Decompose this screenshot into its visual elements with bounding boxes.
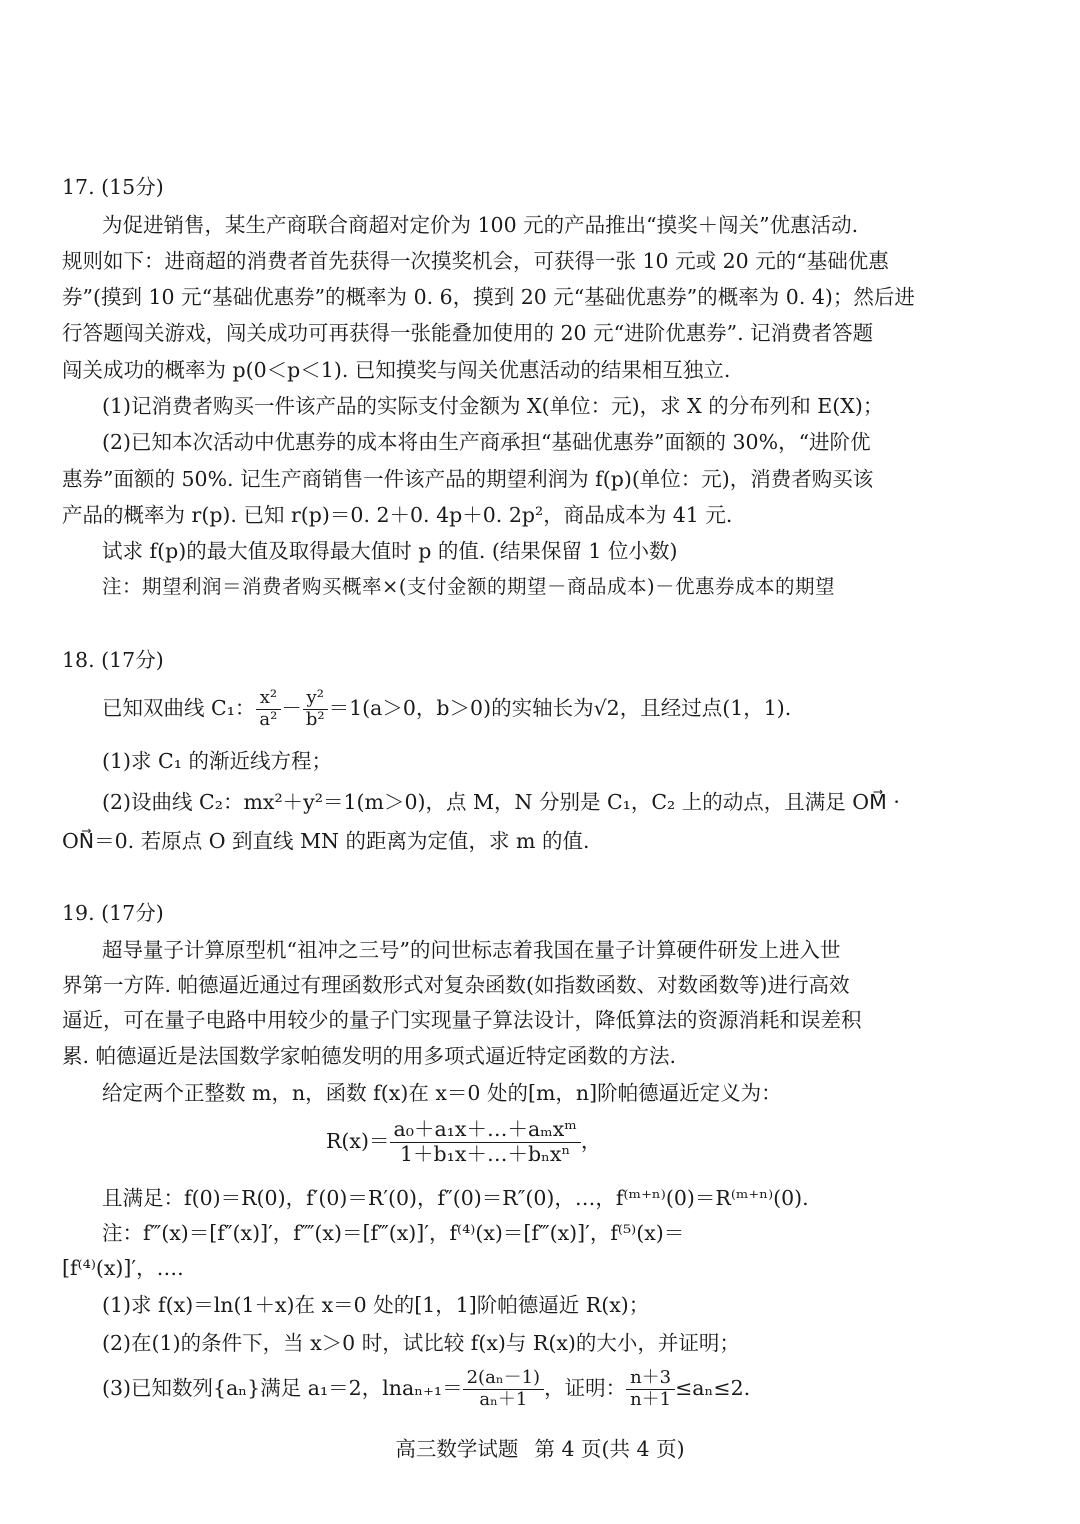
fraction-denominator: a² <box>259 709 278 730</box>
q17-task: 试求 f(p)的最大值及取得最大值时 p 的值. (结果保留 1 位小数) <box>102 539 678 563</box>
fraction-numerator: y² <box>303 689 328 710</box>
q18-statement <box>102 682 791 734</box>
fraction-numerator: x² <box>256 689 281 710</box>
formula-tail: ， <box>580 1129 602 1153</box>
fraction-y2-b2 <box>302 689 329 730</box>
q17-header: 17. (15分) <box>62 175 164 199</box>
q19-part-2: (2)在(1)的条件下，当 x＞0 时，试比较 f(x)与 R(x)的大小，并证明； <box>102 1331 740 1355</box>
pade-formula <box>326 1116 601 1166</box>
q18-paragraph-line: ON⃗＝0. 若原点 O 到直线 MN 的距离为定值，求 m 的值. <box>62 829 590 853</box>
q17-paragraph-line: 产品的概率为 r(p). 已知 r(p)＝0. 2＋0. 4p＋0. 2p²，商品成本为 41 元. <box>62 503 733 527</box>
q19-header: 19. (17分) <box>62 901 164 925</box>
fraction-recurrence <box>463 1369 544 1410</box>
q19-part-3 <box>102 1362 750 1414</box>
footer-page-number: 第 4 页(共 4 页) <box>534 1437 685 1461</box>
pade-fraction <box>390 1119 581 1165</box>
q17-paragraph-line: 券”(摸到 10 元“基础优惠券”的概率为 0. 6，摸到 20 元“基础优惠券”的概率为 0. 4)；然后进 <box>62 285 915 309</box>
q17-paragraph-line: 行答题闯关游戏，闯关成功可再获得一张能叠加使用的 20 元“进阶优惠券”. 记消费者答题 <box>62 321 874 345</box>
footer-subject: 高三数学试题 <box>395 1437 519 1461</box>
q18-header: 18. (17分) <box>62 648 164 672</box>
q19-definition-intro: 给定两个正整数 m，n，函数 f(x)在 x＝0 处的[m，n]阶帕德逼近定义为： <box>102 1081 782 1105</box>
q18-part-1: (1)求 C₁ 的渐近线方程； <box>102 749 332 773</box>
q18-part-2: (2)设曲线 C₂：mx²＋y²＝1(m＞0)，点 M，N 分别是 C₁，C₂ 上的动点，且满足 OM⃗ · <box>102 790 900 814</box>
fraction-numerator: a₀＋a₁x＋…＋aₘxᵐ <box>390 1119 581 1143</box>
q19-part-1: (1)求 f(x)＝ln(1＋x)在 x＝0 处的[1，1]阶帕德逼近 R(x)； <box>102 1293 650 1317</box>
q19-part-3-text: (3)已知数列{aₙ}满足 a₁＝2，lnaₙ₊₁＝ <box>102 1376 463 1400</box>
q18-statement-text: 已知双曲线 C₁： <box>102 696 256 720</box>
fraction-numerator: n＋3 <box>626 1369 675 1390</box>
formula-lhs: R(x)＝ <box>326 1129 390 1153</box>
q17-part-1: (1)记消费者购买一件该产品的实际支付金额为 X(单位：元)，求 X 的分布列和 E(X)； <box>102 394 884 418</box>
q17-paragraph-line: 规则如下：进商超的消费者首先获得一次摸奖机会，可获得一张 10 元或 20 元的“基础优惠 <box>62 249 889 273</box>
q17-paragraph-line: 闯关成功的概率为 p(0＜p＜1). 已知摸奖与闯关优惠活动的结果相互独立. <box>62 358 731 382</box>
q19-note: 注：f‴(x)＝[f″(x)]′，f⁗(x)＝[f‴(x)]′，f⁽⁴⁾(x)＝[f‴(x)]′，f⁽⁵⁾(x)＝ <box>102 1221 685 1245</box>
q17-part-2: (2)已知本次活动中优惠券的成本将由生产商承担“基础优惠券”面额的 30%，“进阶优 <box>102 430 871 454</box>
fraction-x2-a2 <box>255 689 281 730</box>
q17-paragraph-line: 为促进销售，某生产商联合商超对定价为 100 元的产品推出“摸奖＋闯关”优惠活动. <box>102 213 859 237</box>
fraction-denominator: n＋1 <box>630 1389 672 1410</box>
minus-sign: － <box>281 696 302 720</box>
q18-statement-text: ＝1(a＞0，b＞0)的实轴长为√2，且经过点(1，1). <box>328 696 792 720</box>
page-footer <box>0 1434 1080 1464</box>
fraction-lower-bound <box>626 1369 675 1410</box>
q19-conditions: 且满足：f(0)＝R(0)，f′(0)＝R′(0)，f″(0)＝R″(0)，…，f⁽ᵐ⁺ⁿ⁾(0)＝R⁽ᵐ⁺ⁿ⁾(0). <box>102 1186 809 1210</box>
fraction-denominator: aₙ＋1 <box>479 1389 528 1410</box>
q19-part-3-text: ，证明： <box>544 1376 627 1400</box>
q19-paragraph-line: 超导量子计算原型机“祖冲之三号”的问世标志着我国在量子计算硬件研发上进入世 <box>102 938 841 962</box>
q19-part-3-text: ≤aₙ≤2. <box>675 1376 751 1400</box>
q19-paragraph-line: 界第一方阵. 帕德逼近通过有理函数形式对复杂函数(如指数函数、对数函数等)进行高效 <box>62 973 850 997</box>
q19-paragraph-line: 逼近，可在量子电路中用较少的量子门实现量子算法设计，降低算法的资源消耗和误差积 <box>62 1008 862 1032</box>
q19-note-continued: [f⁽⁴⁾(x)]′，…. <box>62 1256 184 1280</box>
q17-note: 注：期望利润＝消费者购买概率×(支付金额的期望－商品成本)－优惠券成本的期望 <box>102 575 836 598</box>
q19-paragraph-line: 累. 帕德逼近是法国数学家帕德发明的用多项式逼近特定函数的方法. <box>62 1044 677 1068</box>
fraction-denominator: b² <box>305 709 325 730</box>
fraction-numerator: 2(aₙ－1) <box>463 1369 544 1390</box>
q17-paragraph-line: 惠券”面额的 50%. 记生产商销售一件该产品的期望利润为 f(p)(单位：元)，消费者购买该 <box>62 467 874 491</box>
fraction-denominator: 1＋b₁x＋…＋bₙxⁿ <box>400 1142 571 1166</box>
